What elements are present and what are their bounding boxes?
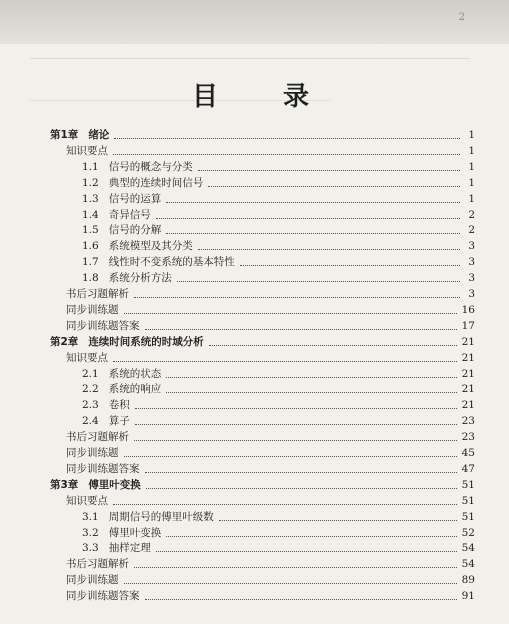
toc-section-entry: [82, 380, 475, 396]
dot-leader: [166, 536, 456, 537]
toc-entry-title: 同步训练题: [66, 447, 119, 459]
toc-entry-title: 奇异信号: [108, 208, 151, 221]
toc-entry-title: 绪论: [88, 129, 110, 141]
toc-entry-number: 2.1: [82, 367, 99, 380]
toc-entry-page-number: 3: [468, 272, 475, 285]
toc-entry-page-number: 52: [461, 526, 475, 539]
toc-entry-page-number: 47: [461, 462, 475, 475]
toc-subheading-entry: [66, 285, 475, 301]
toc-subheading-entry: [66, 587, 475, 603]
toc-entry-page-number: 51: [461, 494, 475, 507]
toc-subheading-entry: [66, 492, 475, 508]
toc-subheading-entry: [66, 571, 475, 587]
dot-leader: [135, 408, 457, 409]
toc-entry-page-number: 21: [461, 335, 475, 348]
toc-entry-number: 1.7: [82, 256, 99, 269]
toc-entry-title: 书后习题解析: [66, 558, 129, 571]
toc-entry-page-number: 51: [461, 510, 475, 523]
dot-leader: [134, 567, 457, 568]
toc-entry-page-number: 3: [468, 288, 475, 300]
toc-entry-title: 线性时不变系统的基本特性: [108, 256, 235, 269]
toc-entry-title: 典型的连续时间信号: [108, 176, 204, 189]
page-number: 2: [458, 12, 465, 23]
toc-entry-number: 2.4: [82, 415, 99, 428]
dot-leader: [156, 218, 460, 219]
toc-subheading-entry: [66, 444, 475, 460]
dot-leader: [166, 377, 456, 378]
dot-leader: [209, 345, 457, 346]
dot-leader: [219, 520, 457, 521]
dot-leader: [166, 202, 460, 203]
dot-leader: [166, 233, 460, 234]
toc-section-entry: [82, 365, 475, 381]
toc-entry-title: 周期信号的傅里叶级数: [108, 510, 214, 523]
toc-entry-number: 1.4: [82, 208, 99, 221]
toc-entry-title: 抽样定理: [108, 542, 151, 555]
dot-leader: [198, 249, 460, 250]
toc-entry-page-number: 1: [468, 176, 475, 189]
toc-entry-page-number: 1: [468, 144, 475, 157]
toc-entry-page-number: 3: [468, 256, 475, 269]
toc-entry-title: 同步训练题答案: [66, 462, 140, 475]
toc-entry-page-number: 91: [461, 590, 475, 603]
toc-entry-page-number: 51: [461, 478, 475, 491]
dot-leader: [113, 504, 457, 505]
toc-entry-page-number: 1: [468, 192, 475, 205]
toc-subheading-entry: [66, 301, 475, 317]
dot-leader: [145, 329, 457, 330]
toc-entry-title: 傅里叶变换: [108, 526, 162, 539]
toc-entry-page-number: 21: [461, 367, 475, 380]
toc-entry-number: 1.2: [82, 176, 99, 189]
toc-section-entry: [82, 508, 475, 524]
toc-entry-page-number: 23: [461, 415, 475, 428]
toc-entry-title: 知识要点: [66, 351, 108, 364]
toc-entry-page-number: 89: [461, 574, 475, 587]
dot-leader: [113, 361, 457, 362]
toc-subheading-entry: [66, 142, 475, 158]
toc-entry-page-number: 16: [461, 303, 475, 316]
toc-entry-number: 1.8: [82, 272, 99, 285]
toc-subheading-entry: [66, 460, 475, 476]
toc-entry-number: 3.2: [82, 526, 99, 539]
toc-entry-page-number: 1: [468, 160, 475, 173]
dot-leader: [156, 551, 457, 552]
toc-section-entry: [82, 237, 475, 253]
dot-leader: [198, 170, 460, 171]
page-header: [0, 0, 509, 44]
toc-entry-number: 1.3: [82, 192, 99, 205]
toc-entry-page-number: 17: [461, 319, 475, 332]
toc-entry-title: 信号的概念与分类: [108, 160, 193, 173]
toc-entry-page-number: 21: [461, 351, 475, 364]
toc-entry-page-number: 54: [461, 542, 475, 555]
toc-entry-title: 同步训练题答案: [66, 590, 140, 603]
toc-entry-title: 同步训练题: [66, 574, 119, 587]
toc-section-entry: [82, 158, 475, 174]
dot-leader: [135, 424, 457, 425]
toc-entry-title: 知识要点: [66, 144, 108, 157]
dot-leader: [145, 472, 457, 473]
toc-chapter-entry: [50, 333, 475, 349]
toc-entry-number: 1.5: [82, 224, 99, 237]
toc-subheading-entry: [66, 349, 475, 365]
toc-entry-number: 1.6: [82, 240, 99, 253]
toc-entry-title: 同步训练题: [66, 303, 119, 316]
dot-leader: [208, 186, 460, 187]
toc-entry-page-number: 23: [461, 431, 475, 444]
toc-subheading-entry: [66, 428, 475, 444]
bleed-through-line: [30, 58, 470, 60]
toc-entry-number: 3.3: [82, 542, 99, 555]
toc-entry-title: 傅里叶变换: [88, 478, 141, 491]
toc-entry-number: 3.1: [82, 510, 99, 523]
page-title: 目 录: [191, 82, 338, 112]
toc-section-entry: [82, 412, 475, 428]
toc-subheading-entry: [66, 555, 475, 571]
toc-entry-number: 2.3: [82, 399, 99, 412]
dot-leader: [114, 138, 460, 139]
toc-chapter-entry: [50, 476, 475, 492]
toc-entry-page-number: 54: [461, 558, 475, 571]
toc-entry-page-number: 2: [468, 224, 475, 237]
toc-section-entry: [82, 539, 475, 555]
toc-subheading-entry: [66, 317, 475, 333]
dot-leader: [166, 392, 456, 393]
dot-leader: [113, 154, 460, 155]
toc-entry-title: 书后习题解析: [66, 288, 129, 300]
dot-leader: [177, 281, 460, 282]
toc-entry-number: 2.2: [82, 383, 99, 396]
toc-entry-title: 信号的分解: [108, 224, 162, 237]
toc-entry-title: 信号的运算: [108, 192, 162, 205]
toc-section-entry: [82, 269, 475, 285]
toc-section-entry: [82, 206, 475, 222]
toc-entry-title: 同步训练题答案: [66, 319, 140, 332]
dot-leader: [134, 297, 460, 298]
toc-entry-page-number: 45: [461, 447, 475, 459]
toc-entry-title: 系统分析方法: [108, 272, 172, 285]
toc-entry-number: 第3章: [50, 478, 79, 491]
toc-entry-title: 连续时间系统的时域分析: [88, 335, 204, 348]
toc-entry-title: 书后习题解析: [66, 431, 129, 444]
toc-entry-page-number: 3: [468, 240, 475, 253]
toc-section-entry: [82, 221, 475, 237]
dot-leader: [146, 488, 457, 489]
toc-section-entry: [82, 524, 475, 540]
dot-leader: [124, 583, 457, 584]
toc-entry-number: 第2章: [50, 335, 79, 348]
toc-entry-page-number: 21: [461, 383, 475, 396]
toc-entry-title: 系统的响应: [108, 383, 162, 396]
toc-entry-title: 系统的状态: [108, 367, 162, 380]
toc-section-entry: [82, 396, 475, 412]
toc-entry-title: 卷积: [108, 399, 130, 412]
toc-entry-page-number: 21: [461, 399, 475, 412]
dot-leader: [124, 313, 457, 314]
dot-leader: [240, 265, 460, 266]
toc-section-entry: [82, 253, 475, 269]
dot-leader: [134, 440, 457, 441]
toc-section-entry: [82, 190, 475, 206]
toc-section-entry: [82, 174, 475, 190]
dot-leader: [124, 456, 457, 457]
toc-entry-page-number: 2: [468, 208, 475, 221]
dot-leader: [145, 599, 457, 600]
toc-entry-number: 1.1: [82, 160, 99, 173]
toc-entry-title: 知识要点: [66, 494, 108, 507]
toc-entry-title: 系统模型及其分类: [108, 240, 193, 253]
toc-chapter-entry: [50, 126, 475, 142]
toc-entry-page-number: 1: [468, 129, 475, 141]
toc-entry-title: 算子: [108, 415, 130, 428]
toc-entry-number: 第1章: [50, 129, 79, 141]
